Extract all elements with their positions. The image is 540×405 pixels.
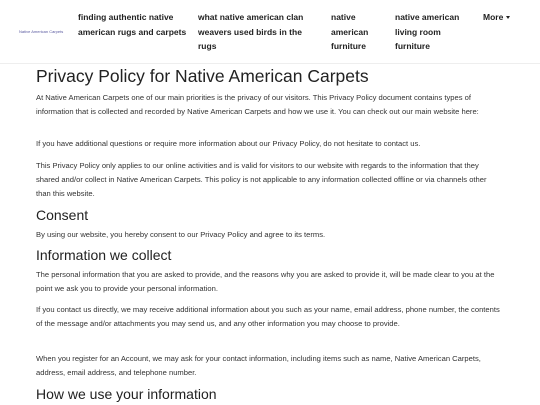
nav-item-furniture[interactable]: native american furniture xyxy=(331,12,369,51)
consent-paragraph: By using our website, you hereby consent to our Privacy Policy and agree to its terms. xyxy=(36,230,326,239)
consent-heading: Consent xyxy=(36,207,89,223)
nav-more-menu[interactable] xyxy=(483,10,523,25)
nav-item-authentic-rugs[interactable]: finding authentic native american rugs and carpets xyxy=(78,12,187,37)
nav-item-living-room-furniture[interactable]: native american living room furniture xyxy=(395,12,460,51)
page-title: Privacy Policy for Native American Carpets xyxy=(36,66,369,86)
info-collect-paragraph-2: If you contact us directly, we may receive additional information about you such as your name, email address, phone number, the contents of the message and/or attachments you may send us, and any other information you may choose to provide. xyxy=(36,305,500,329)
intro-paragraph-1: At Native American Carpets one of our main priorities is the privacy of our visitors. This Privacy Policy document contains types of information that is collected and recorded by Native American Carpets and how we use it. You can check out our main website here: xyxy=(36,93,479,117)
information-collect-heading: Information we collect xyxy=(36,247,172,263)
how-we-use-heading: How we use your information xyxy=(36,386,217,402)
nav-item-clan-weavers[interactable]: what native american clan weavers used birds in the rugs xyxy=(198,12,304,51)
site-header xyxy=(0,0,540,64)
site-logo[interactable]: Native American Carpets xyxy=(19,29,64,34)
info-collect-paragraph-1: The personal information that you are asked to provide, and the reasons why you are asked to provide it, will be made clear to you at the point we ask you to provide your personal information. xyxy=(36,270,495,294)
caret-down-icon xyxy=(506,16,510,19)
info-collect-paragraph-3: When you register for an Account, we may ask for your contact information, including items such as name, Native American Carpets, address, email address, and telephone number. xyxy=(36,354,481,378)
intro-paragraph-3: This Privacy Policy only applies to our online activities and is valid for visitors to our website with regards to the information that they shared and/or collect in Native American Carpets. This policy is not applicable to any information collected offline or via channels other than this website. xyxy=(36,161,487,199)
intro-paragraph-2: If you have additional questions or require more information about our Privacy Policy, do not hesitate to contact us. xyxy=(36,139,421,148)
nav-more-label: More xyxy=(483,12,504,22)
